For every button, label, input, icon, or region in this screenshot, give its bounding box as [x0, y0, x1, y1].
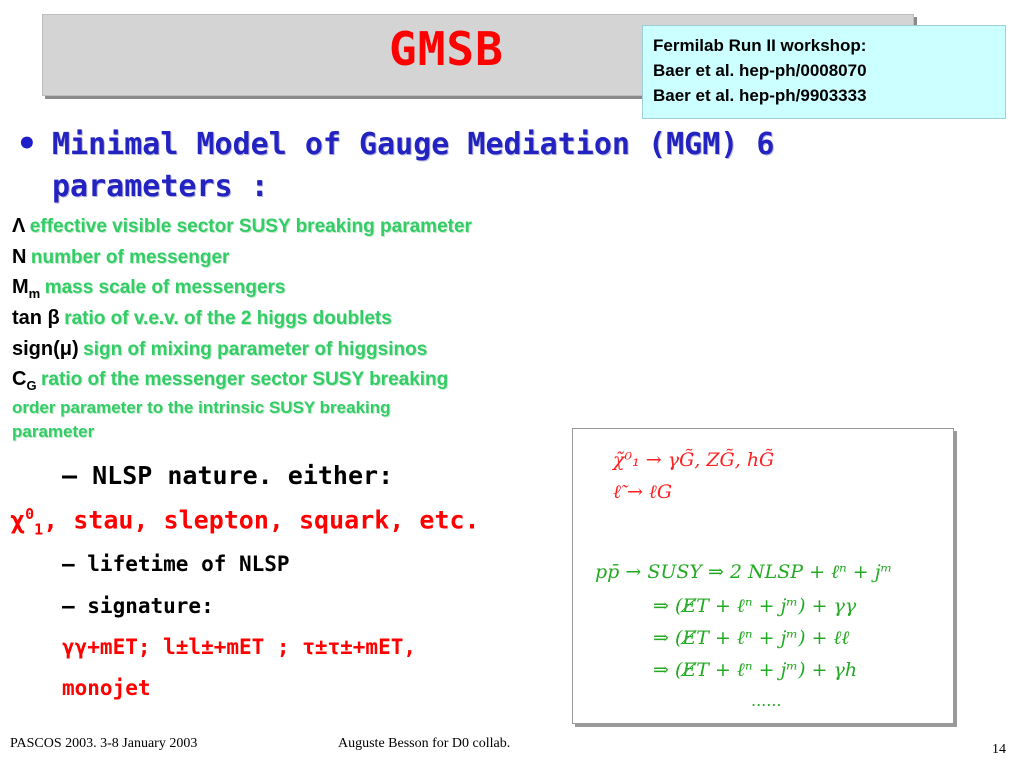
param-symbol: tan β — [12, 307, 60, 329]
equation-box — [572, 428, 954, 724]
param-description: effective visible sector SUSY breaking parameter — [29, 216, 472, 237]
param-signmu — [12, 338, 427, 361]
param-continuation: parameter — [12, 422, 95, 441]
footer-author: Auguste Besson for D0 collab. — [338, 736, 511, 751]
slide-title: GMSB — [389, 22, 504, 76]
param-description: ratio of v.e.v. of the 2 higgs doublets — [64, 308, 392, 329]
main-bullet — [52, 124, 912, 208]
bullet-marker: • — [16, 124, 38, 164]
equation-signature: ⇒ (E̸T + ℓⁿ + jᵐ) + γh — [653, 659, 858, 681]
nlsp-candidates: $\chi^0_1$, stau, slepton, squark, etc. — [10, 505, 480, 539]
signature-list: γγ+mET; l±l±+mET ; τ±τ±+mET, — [62, 635, 417, 659]
param-lambda — [12, 215, 472, 238]
nlsp-lifetime: – lifetime of NLSP — [62, 552, 290, 576]
equation-production: pp̄ → SUSY ⇒ 2 NLSP + ℓⁿ + jᵐ — [595, 561, 893, 583]
param-description: mass scale of messengers — [44, 277, 286, 298]
param-symbol: $C_G$ — [12, 368, 37, 393]
reference-line: Baer et al. hep-ph/9903333 — [653, 86, 867, 105]
main-bullet-line: parameters : — [52, 169, 269, 204]
param-cg — [12, 368, 448, 393]
footer-conference: PASCOS 2003. 3-8 January 2003 — [10, 736, 198, 751]
param-description: sign of mixing parameter of higgsinos — [83, 339, 428, 360]
param-description: number of messenger — [30, 247, 230, 268]
reference-box — [642, 25, 1006, 119]
param-symbol: sign(μ) — [12, 338, 79, 360]
param-n — [12, 246, 229, 269]
equation-signature: ⇒ (E̸T + ℓⁿ + jᵐ) + ℓℓ — [653, 627, 850, 649]
reference-line: Baer et al. hep-ph/0008070 — [653, 61, 867, 80]
main-bullet-line: Minimal Model of Gauge Mediation (MGM) 6 — [52, 127, 775, 162]
param-symbol: N — [12, 246, 27, 268]
param-tanbeta — [12, 307, 392, 330]
equation-decay: ℓ̃ → ℓG — [613, 481, 673, 503]
equation-decay: χ̃⁰₁ → γG̃, ZG̃, hG̃ — [613, 449, 775, 471]
nlsp-nature: – NLSP nature. either: — [62, 461, 394, 490]
signature-list: monojet — [62, 676, 151, 700]
equation-signature: ⇒ (E̸T + ℓⁿ + jᵐ) + γγ — [653, 595, 857, 617]
equation-ellipsis: ...... — [751, 691, 782, 710]
page-number: 14 — [992, 742, 1006, 757]
param-description: ratio of the messenger sector SUSY breaking — [41, 369, 449, 390]
nlsp-signature: – signature: — [62, 594, 214, 618]
param-continuation: order parameter to the intrinsic SUSY breaking — [12, 398, 391, 417]
param-mm — [12, 276, 286, 301]
param-symbol: Λ — [12, 215, 26, 237]
reference-line: Fermilab Run II workshop: — [653, 36, 867, 55]
param-symbol: $M_m$ — [12, 276, 41, 301]
